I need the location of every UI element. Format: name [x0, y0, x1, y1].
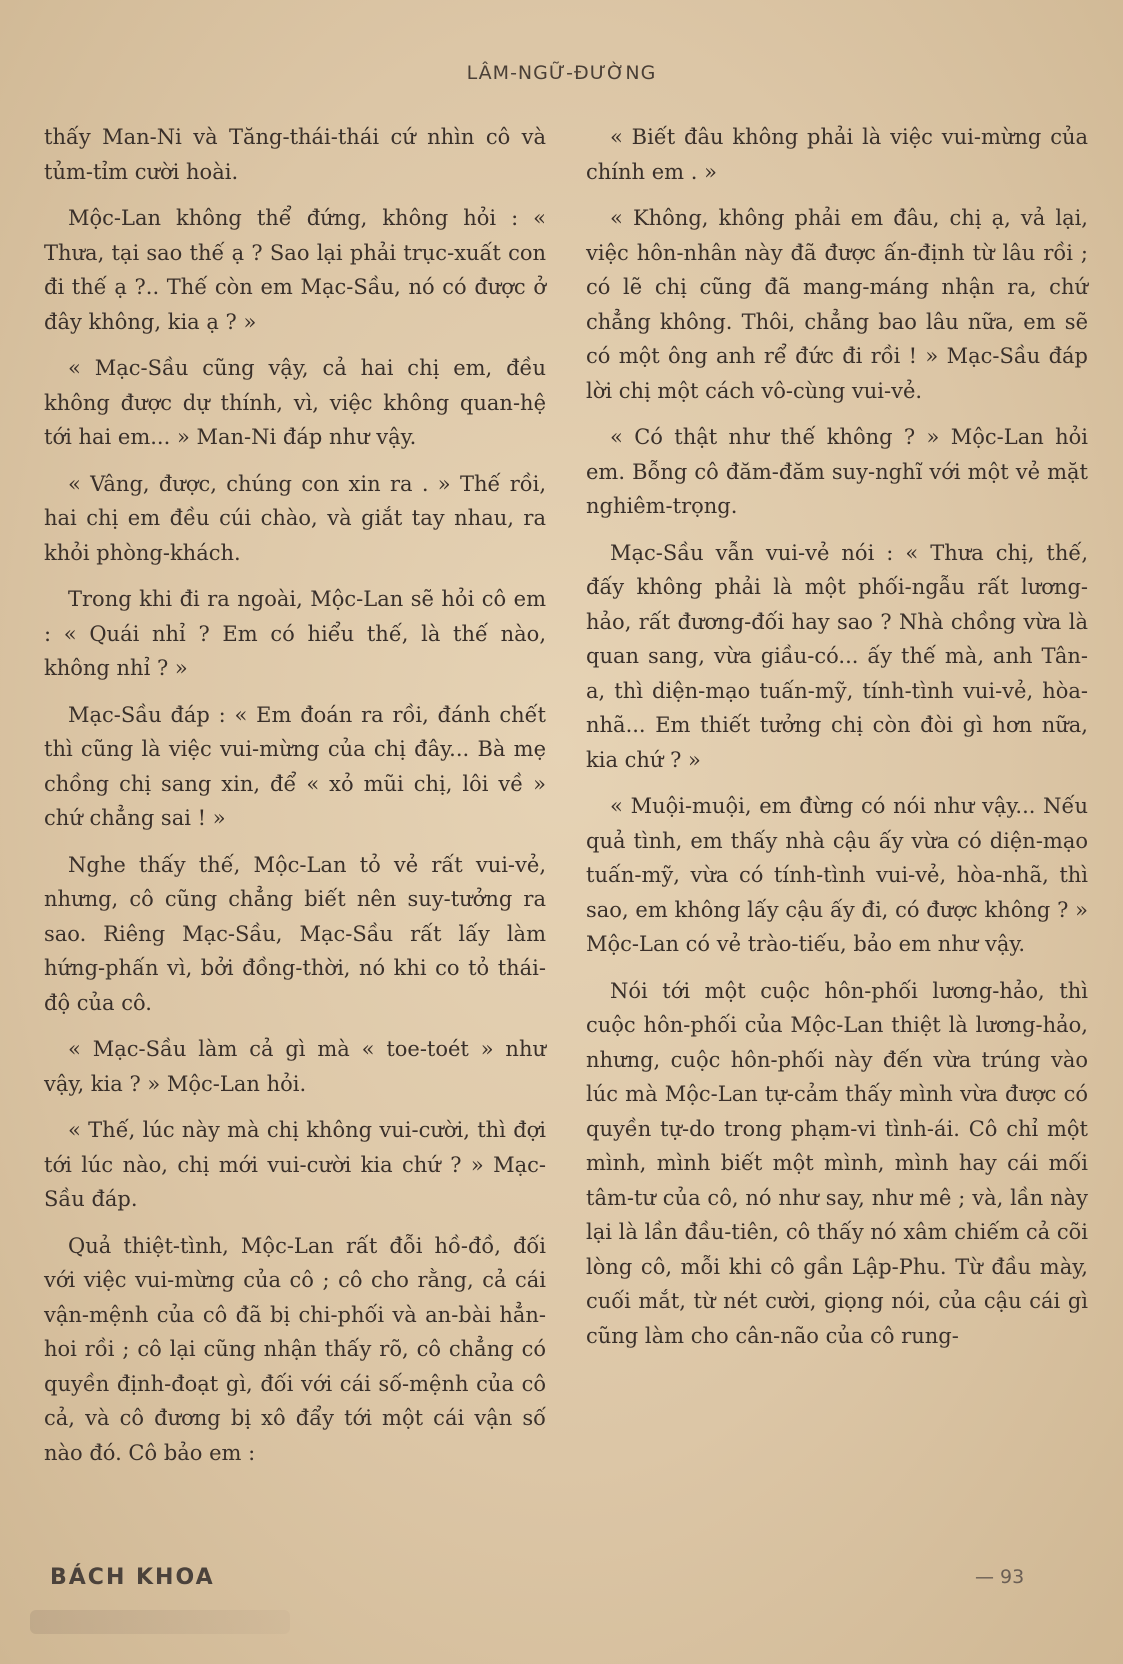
- left-text-column: [44, 120, 546, 1482]
- paragraph: Nói tới một cuộc hôn-phối lương-hảo, thì cuộc hôn-phối của Mộc-Lan thiệt là lương-hảo, nhưng, cuộc hôn-phối này đến vừa trúng vào lúc mà Mộc-Lan tự-cảm thấy mình vừa được có quyền tự-do trong phạm-vi tình-ái. Cô chỉ một mình, mình biết một mình, mình hay cái mối tâm-tư của cô, nó như say, như mê ; và, lần này lại là lần đầu-tiên, cô thấy nó xâm chiếm cả cõi lòng cô, mỗi khi cô gần Lập-Phu. Từ đầu mày, cuối mắt, từ nét cười, giọng nói, của cậu cái gì cũng làm cho cân-não của cô rung-: [586, 978, 1088, 1348]
- paragraph: « Mạc-Sầu cũng vậy, cả hai chị em, đều không được dự thính, vì, việc không quan-hệ tới hai em... » Man-Ni đáp như vậy.: [44, 356, 546, 449]
- footer-magazine-name: BÁCH KHOA: [50, 1565, 215, 1590]
- paragraph: « Thế, lúc này mà chị không vui-cười, thì đợi tới lúc nào, chị mới vui-cười kia chứ ? » Mạc-Sầu đáp.: [44, 1118, 546, 1211]
- show-through-ink-smudge: [30, 1610, 290, 1634]
- paragraph: Trong khi đi ra ngoài, Mộc-Lan sẽ hỏi cô em : « Quái nhỉ ? Em có hiểu thế, là thế nào, không nhỉ ? »: [44, 587, 546, 680]
- running-head-title: LÂM-NGỮ-ĐƯỜNG: [466, 62, 657, 84]
- paragraph: « Vâng, được, chúng con xin ra . » Thế rồi, hai chị em đều cúi chào, và giắt tay nhau, ra khỏi phòng-khách.: [44, 471, 546, 565]
- paragraph: « Mạc-Sầu làm cả gì mà « toe-toét » như vậy, kia ? » Mộc-Lan hỏi.: [44, 1037, 546, 1096]
- paragraph: « Biết đâu không phải là việc vui-mừng của chính em . »: [586, 125, 1088, 184]
- paragraph: « Có thật như thế không ? » Mộc-Lan hỏi em. Bỗng cô đăm-đăm suy-nghĩ với một vẻ mặt nghiêm-trọng.: [586, 425, 1088, 518]
- paragraph: « Muội-muội, em đừng có nói như vậy... Nếu quả tình, em thấy nhà cậu ấy vừa có diện-mạo tuấn-mỹ, vừa có tính-tình vui-vẻ, hòa-nhã, thì sao, em không lấy cậu ấy đi, có được không ? » Mộc-Lan có vẻ trào-tiếu, bảo em như vậy.: [586, 794, 1088, 956]
- footer-page-number: — 93: [975, 1566, 1025, 1588]
- paragraph: Nghe thấy thế, Mộc-Lan tỏ vẻ rất vui-vẻ, nhưng, cô cũng chẳng biết nên suy-tưởng ra sao. Riêng Mạc-Sầu, Mạc-Sầu rất lấy làm hứng-phấn vì, bởi đồng-thời, nó khi co tỏ thái-độ của cô.: [44, 852, 546, 1015]
- paragraph: Quả thiệt-tình, Mộc-Lan rất đỗi hồ-đồ, đối với việc vui-mừng của cô ; cô cho rằng, cả cái vận-mệnh của cô đã bị chi-phối và an-bài hẳn-hoi rồi ; cô lại cũng nhận thấy rõ, cô chẳng có quyền định-đoạt gì, đối với cái số-mệnh của cô cả, và cô đương bị xô đẩy tới một cái vận số nào đó. Cô bảo em :: [44, 1233, 546, 1465]
- paragraph: Mạc-Sầu đáp : « Em đoán ra rồi, đánh chết thì cũng là việc vui-mừng của chị đây... Bà mẹ chồng chị sang xin, để « xỏ mũi chị, lôi về » chứ chẳng sai ! »: [44, 702, 546, 830]
- right-text-column: [586, 120, 1088, 1365]
- paragraph: thấy Man-Ni và Tăng-thái-thái cứ nhìn cô và tủm-tỉm cười hoài.: [44, 125, 546, 184]
- paragraph: « Không, không phải em đâu, chị ạ, vả lại, việc hôn-nhân này đã được ấn-định từ lâu rồi ; có lẽ chị cũng đã mang-máng nhận ra, chứ chẳng không. Thôi, chẳng bao lâu nữa, em sẽ có một ông anh rể đức đi rồi ! » Mạc-Sầu đáp lời chị một cách vô-cùng vui-vẻ.: [586, 206, 1088, 403]
- paragraph: Mạc-Sầu vẫn vui-vẻ nói : « Thưa chị, thế, đấy không phải là một phối-ngẫu rất lương-hảo, rất đương-đối hay sao ? Nhà chồng vừa là quan sang, vừa giầu-có... ấy thế mà, anh Tân-a, thì diện-mạo tuấn-mỹ, tính-tình vui-vẻ, hòa-nhã... Em thiết tưởng chị còn đòi gì hơn nữa, kia chứ ? »: [586, 540, 1088, 772]
- paragraph: Mộc-Lan không thể đứng, không hỏi : « Thưa, tại sao thế ạ ? Sao lại phải trục-xuất con đi thế ạ ?.. Thế còn em Mạc-Sầu, nó có được ở đây không, kia ạ ? »: [44, 206, 546, 334]
